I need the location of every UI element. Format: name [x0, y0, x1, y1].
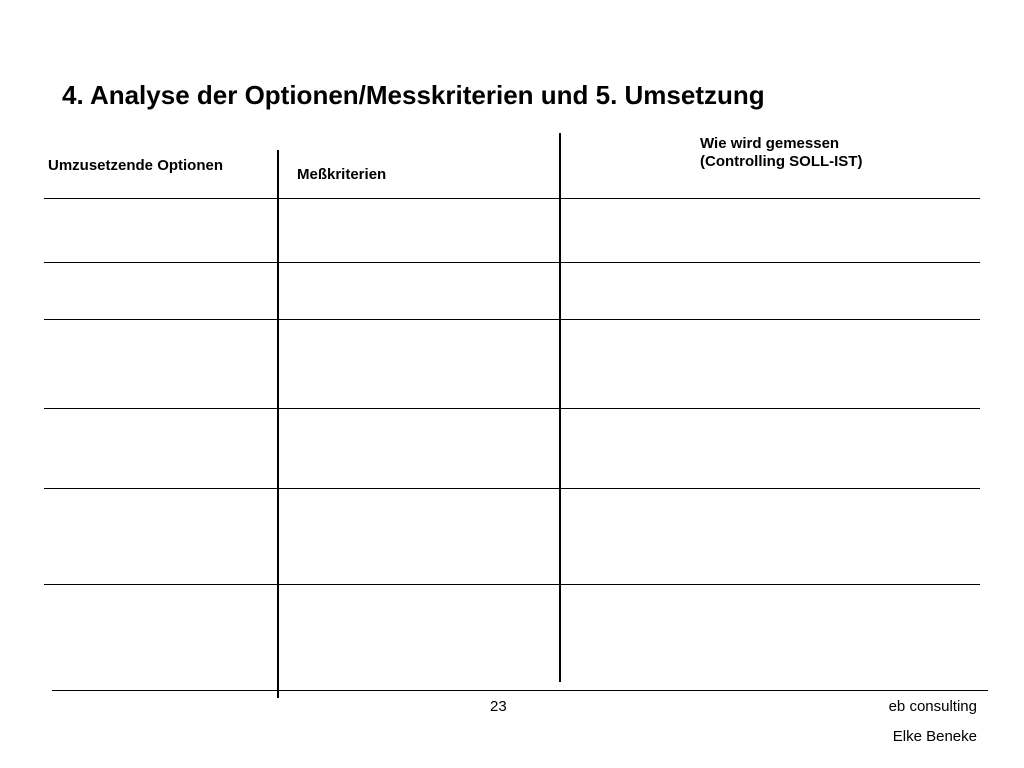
- row-divider: [44, 408, 980, 409]
- table-cell[interactable]: [46, 586, 275, 688]
- table-cell[interactable]: [281, 586, 557, 688]
- table-cell[interactable]: [46, 321, 275, 407]
- row-divider: [44, 319, 980, 320]
- table-cell[interactable]: [281, 490, 557, 583]
- header-measurement-line1: Wie wird gemessen: [700, 135, 840, 152]
- header-options: Umzusetzende Optionen: [48, 157, 224, 174]
- table-bottom-line: [52, 690, 988, 691]
- page-number: 23: [490, 698, 507, 715]
- author-name: Elke Beneke: [892, 728, 977, 745]
- table-cell[interactable]: [281, 410, 557, 487]
- row-divider: [44, 198, 980, 199]
- company-name: eb consulting: [888, 698, 977, 715]
- table-cell[interactable]: [563, 490, 978, 583]
- table-cell[interactable]: [563, 586, 978, 680]
- table-cell[interactable]: [281, 264, 557, 318]
- table-cell[interactable]: [46, 410, 275, 487]
- column-divider-1: [277, 150, 279, 698]
- row-divider: [44, 584, 980, 585]
- table-cell[interactable]: [563, 410, 978, 487]
- header-measurement-line2: (Controlling SOLL-IST): [700, 153, 863, 170]
- table-cell[interactable]: [46, 264, 275, 318]
- table-cell[interactable]: [46, 490, 275, 583]
- slide-title: 4. Analyse der Optionen/Messkriterien und 5. Umsetzung: [62, 80, 765, 110]
- table-cell[interactable]: [46, 200, 275, 261]
- table-cell[interactable]: [563, 200, 978, 261]
- row-divider: [44, 262, 980, 263]
- table-cell[interactable]: [563, 264, 978, 318]
- table-cell[interactable]: [563, 321, 978, 407]
- header-measurement: [700, 135, 862, 171]
- table-cell[interactable]: [281, 200, 557, 261]
- row-divider: [44, 488, 980, 489]
- header-criteria: Meßkriterien: [297, 166, 387, 183]
- table-cell[interactable]: [281, 321, 557, 407]
